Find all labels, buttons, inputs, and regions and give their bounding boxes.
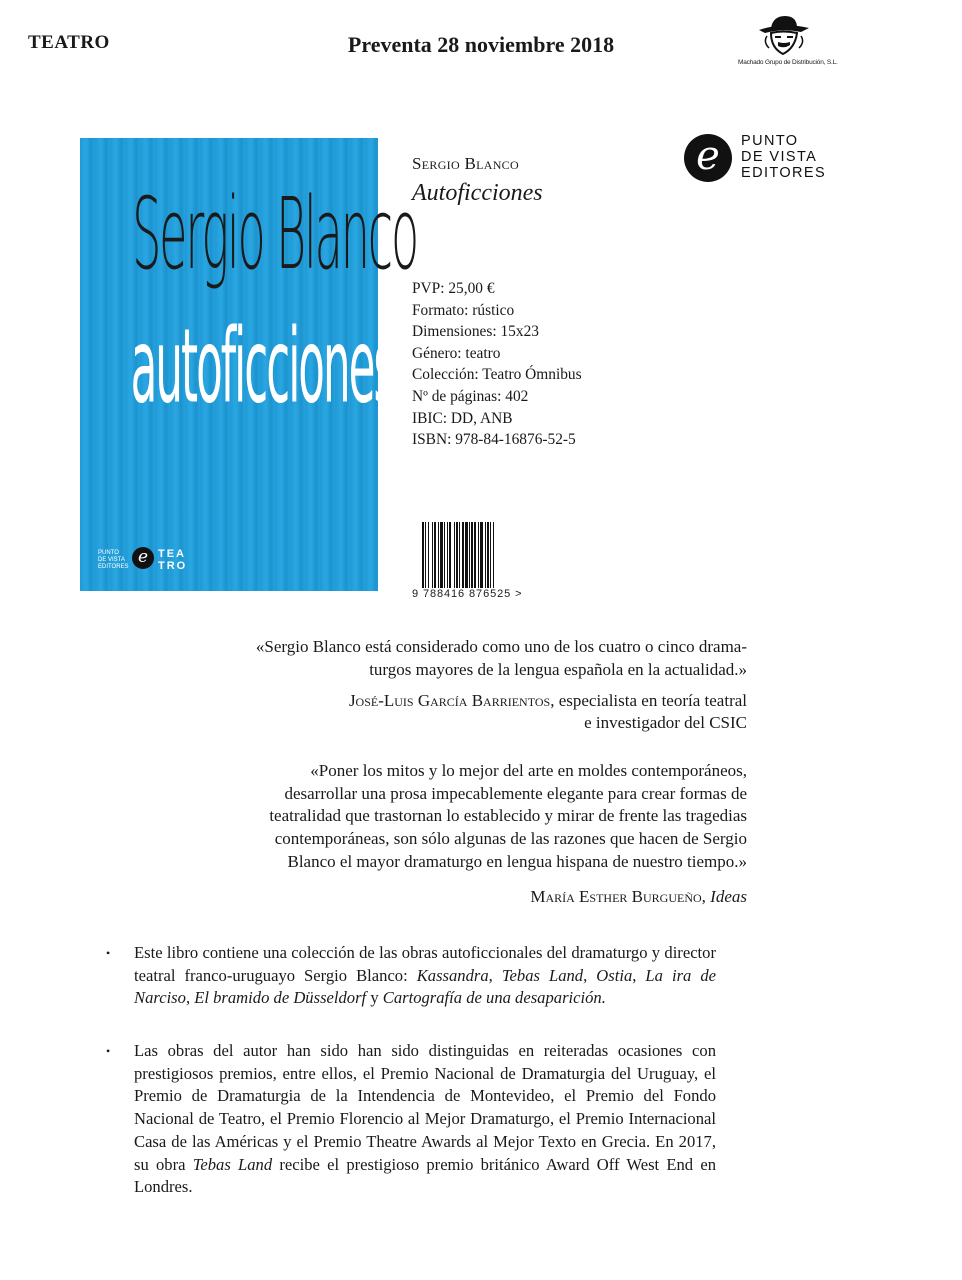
- quote-2: [138, 760, 747, 874]
- cover-e-logo-icon: e: [132, 547, 154, 569]
- book-specs: [412, 278, 582, 451]
- distributor-name: Machado Grupo de Distribución, S.L.: [738, 59, 838, 66]
- bullet-text: Las obras del autor han sido han sido distinguidas en reiteradas ocasiones con prestigiosos premios, entre ellos, el Premio Nacional de Dramaturgia del Uruguay, el Premio de Dramaturgia de la Intendencia de Montevideo, el Premio del Fondo Nacional de Teatro, el Premio Florencio al Mejor Dramaturgo, el Premio Internacional Casa de las Américas y el Premio Theatre Awards al Mejor Texto en Grecia. En 2017, su obra Tebas Land recibe el prestigioso premio británico Award Off West End en Londres.: [134, 1041, 716, 1197]
- bullet-text: Este libro contiene una colección de las obras autoficcionales del dramaturgo y director teatral franco-uruguayo Sergio Blanco: Kassandra, Tebas Land, Ostia, La ira de Narciso, El bramido de Düsseldorf y Cartografía de una desaparición.: [134, 943, 717, 1008]
- book-author: Sergio Blanco: [412, 154, 519, 173]
- presale-date: Preventa 28 noviembre 2018: [347, 32, 615, 57]
- quote-source: Ideas: [710, 887, 747, 906]
- work-title: Ostia: [596, 965, 633, 985]
- work-title: Kassandra: [416, 965, 489, 985]
- quote-line: «Sergio Blanco está considerado como uno de los cuatro o cinco drama-: [255, 637, 747, 656]
- list-item: [106, 1040, 716, 1199]
- book-cover: [80, 138, 417, 591]
- isbn-barcode: [412, 522, 537, 604]
- publisher-logo: [684, 133, 827, 186]
- section-label: TEATRO: [28, 32, 110, 53]
- quote-line: teatralidad que trastornan lo establecido y mirar de frente las tragedias: [269, 806, 747, 826]
- cover-imprint-line: TRO: [158, 560, 188, 572]
- work-title: El bramido de Düsseldorf: [194, 988, 367, 1008]
- work-title: Tebas Land: [192, 1154, 273, 1174]
- cover-publisher: [98, 550, 129, 571]
- hat-face-icon: [753, 14, 813, 58]
- quote-line: desarrollar una prosa impecablemente elegante para crear formas de: [284, 783, 747, 803]
- book-title: Autoficciones: [412, 180, 543, 206]
- work-title: Cartografía de una desaparición: [382, 988, 602, 1008]
- bullet-icon: •: [106, 946, 111, 960]
- work-title: Tebas Land: [501, 965, 584, 985]
- quote-author: María Esther Burgueño: [530, 887, 702, 906]
- quote-line: Blanco el mayor dramaturgo en lengua hispana de nuestro tiempo.»: [287, 851, 747, 871]
- spec-isbn: ISBN: 978-84-16876-52-5: [412, 431, 576, 449]
- quote-line: contemporáneas, son sólo algunas de las razones que hacen de Sergio: [274, 829, 747, 849]
- work-title: La ira de Narciso: [134, 965, 717, 1008]
- publisher-name-line: EDITORES: [741, 165, 827, 181]
- spec-genre: Género: teatro: [412, 344, 501, 362]
- spec-pages: Nº de páginas: 402: [412, 387, 529, 405]
- publisher-name: [741, 133, 826, 181]
- cover-publisher-line: EDITORES: [98, 564, 129, 570]
- quote-author-role: , especialista en teoría teatral: [550, 691, 747, 710]
- barcode-digits: 9 788416 876525 >: [412, 588, 523, 600]
- publisher-name-line: DE VISTA: [741, 149, 818, 165]
- publisher-name-line: PUNTO: [741, 133, 799, 149]
- cover-title: autoficciones: [130, 306, 395, 427]
- quote-1-attribution: [138, 690, 747, 734]
- quote-2-attribution: María Esther Burgueño, Ideas: [530, 887, 747, 906]
- cover-author: Sergio Blanco: [132, 178, 417, 293]
- spec-format: Formato: rústico: [412, 301, 515, 319]
- e-logo-icon: e: [684, 134, 732, 182]
- spec-dimensions: Dimensiones: 15x23: [412, 323, 539, 341]
- quote-line: turgos mayores de la lengua española en la actualidad.»: [369, 659, 747, 679]
- barcode-icon: [412, 522, 522, 588]
- quote-1: [138, 636, 747, 681]
- quote-author-role: e investigador del CSIC: [584, 713, 747, 732]
- list-item: [106, 942, 716, 1010]
- cover-publisher-line: DE VISTA: [98, 557, 125, 563]
- quote-line: «Poner los mitos y lo mejor del arte en moldes contemporáneos,: [310, 761, 747, 780]
- spec-price: PVP: 25,00 €: [412, 280, 495, 297]
- distributor-logo: [738, 14, 838, 72]
- cover-publisher-line: PUNTO: [98, 550, 119, 556]
- cover-imprint-line: TEA: [158, 548, 186, 560]
- spec-ibic: IBIC: DD, ANB: [412, 409, 513, 427]
- spec-collection: Colección: Teatro Ómnibus: [412, 366, 582, 384]
- cover-imprint: [158, 548, 187, 572]
- bullet-icon: •: [106, 1044, 111, 1058]
- quote-author: José-Luis García Barrientos: [348, 691, 551, 710]
